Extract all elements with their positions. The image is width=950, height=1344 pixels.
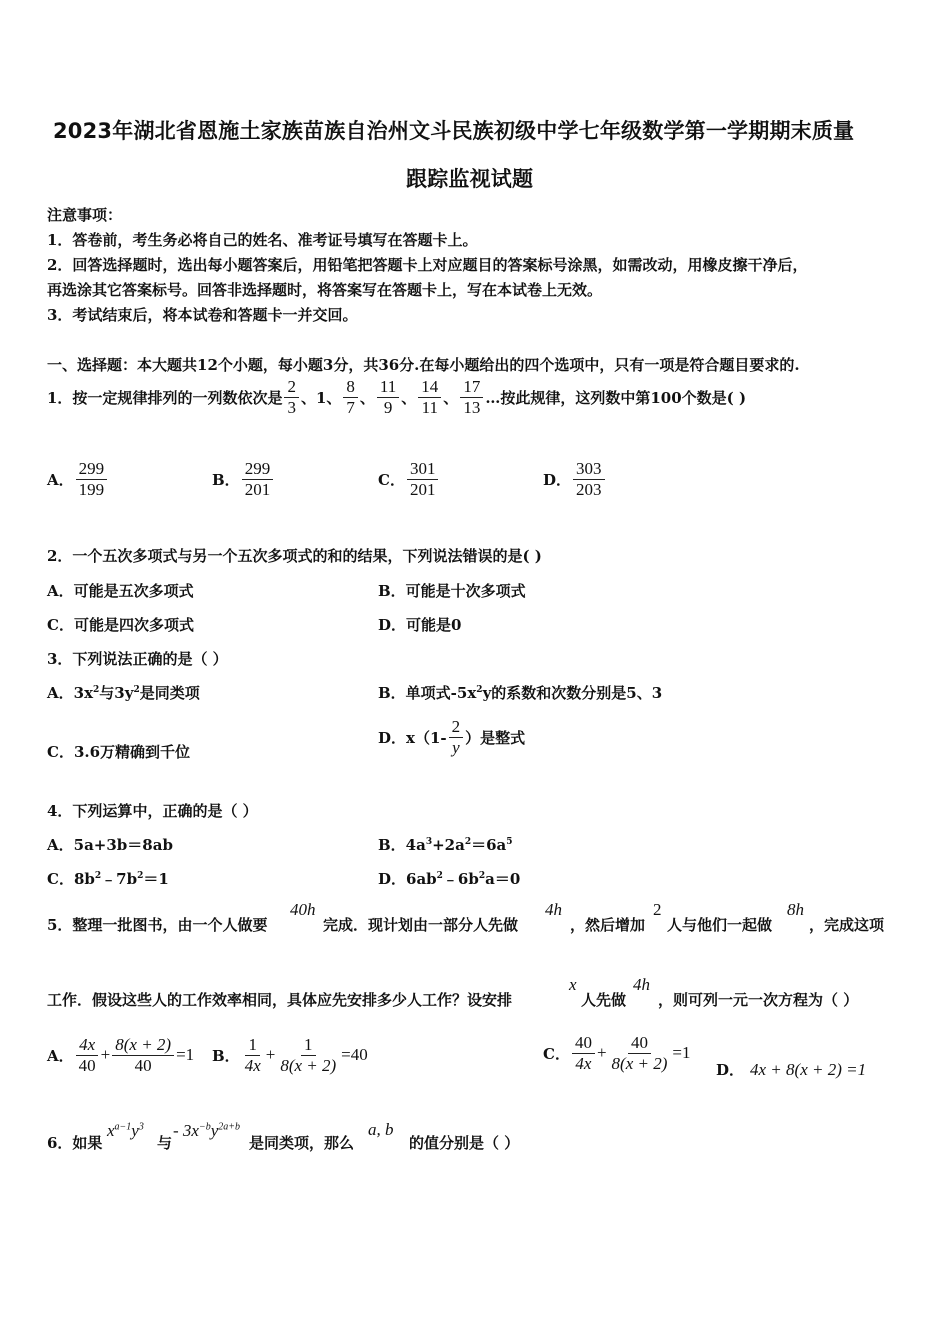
q3-option-a[interactable]: A．$3x^2$与$3y^2$是同类项 <box>47 684 200 702</box>
q1-option-a[interactable]: A． $\frac{299}{199}$ <box>47 460 109 499</box>
q4-option-d[interactable]: D．$6ab^2﹣6b^2a=0$ <box>378 870 521 888</box>
notice-item-1: 1．答卷前，考生务必将自己的姓名、准考证号填写在答题卡上。 <box>47 231 478 249</box>
q3-option-b[interactable]: B．单项式$-5x^2y$的系数和次数分别是5、3 <box>378 684 663 702</box>
q5-math-2: 2 <box>653 900 662 919</box>
q1-term-5: $\frac{17}{13}$ <box>460 378 483 417</box>
q6-expr-2: - $3x^{-b}y^{2a+b}$ <box>173 1121 241 1140</box>
notice-item-3: 3．考试结束后，将本试卷和答题卡一并交回。 <box>47 306 358 324</box>
title-line-1: 2023年湖北省恩施土家族苗族自治州文斗民族初级中学七年级数学第一学期期末质量 <box>53 119 855 143</box>
q5-var-x: x <box>569 975 577 994</box>
q5-text-1: 5．整理一批图书，由一个人做要 <box>47 916 268 934</box>
q4-option-b[interactable]: B．$4a^3+2a^2=6a^5$ <box>378 836 513 854</box>
q1-sep-1: 、1、 <box>300 388 342 407</box>
q1-sep-2: 、 <box>359 388 375 407</box>
title-line-2: 跟踪监视试题 <box>406 167 534 191</box>
q6-vars: a, b <box>368 1120 394 1139</box>
q1-option-b[interactable]: B． $\frac{299}{201}$ <box>212 460 275 499</box>
q5-line2-a: 工作．假设这些人的工作效率相同，具体应先安排多少人工作？设安排 <box>47 991 513 1009</box>
q5-option-a[interactable]: A． $\frac{4x}{40}$ + $\frac{8(x + 2)}{40}$ =1 <box>47 1035 195 1075</box>
q6-text-1: 6．如果 <box>47 1134 103 1152</box>
q6-text-3: 是同类项，那么 <box>249 1134 355 1152</box>
q2-option-b[interactable]: B．可能是十次多项式 <box>378 582 526 600</box>
q3-option-c[interactable]: C．3.6万精确到千位 <box>47 743 191 761</box>
q5-text-2: 完成．现计划由一部分人先做 <box>323 916 519 934</box>
question-4: 4．下列运算中，正确的是（ ） <box>47 802 258 820</box>
q1-term-4: $\frac{14}{11}$ <box>418 378 441 417</box>
q5-line2-b: 人先做 <box>581 991 627 1009</box>
section-heading: 一、选择题：本大题共12个小题，每小题3分，共36分.在每小题给出的四个选项中，只有一项是符合题目要求的. <box>47 356 800 374</box>
q5-var-4h: 4h <box>633 975 650 994</box>
q1-sep-3: 、 <box>401 388 417 407</box>
q1-term-2: $\frac{8}{7}$ <box>343 378 358 417</box>
question-1 <box>47 378 746 417</box>
q5-text-4: 人与他们一起做 <box>667 916 773 934</box>
notice-heading: 注意事项： <box>47 206 123 224</box>
q5-text-5: ，完成这项 <box>809 916 885 934</box>
q3-option-d[interactable]: D．x（1- $\frac{2}{y}$ ）是整式 <box>378 717 526 757</box>
question-2: 2．一个五次多项式与另一个五次多项式的和的结果，下列说法错误的是( ) <box>47 547 542 565</box>
question-3: 3．下列说法正确的是（ ） <box>47 650 228 668</box>
q5-option-d[interactable]: D． 4x + 8(x + 2) =1 <box>716 1059 867 1079</box>
notice-item-2-cont: 再选涂其它答案标号。回答非选择题时，将答案写在答题卡上，写在本试卷上无效。 <box>47 281 603 299</box>
q4-option-c[interactable]: C．$8b^2﹣7b^2=1$ <box>47 870 169 888</box>
q5-option-b[interactable]: B． $\frac{1}{4x}$ + $\frac{1}{8(x + 2)}$ =40 <box>212 1035 368 1075</box>
q2-option-a[interactable]: A．可能是五次多项式 <box>47 582 194 600</box>
q5-text-3: ，然后增加 <box>570 916 646 934</box>
q6-text-4: 的值分别是（ ） <box>409 1134 520 1152</box>
q5-math-4h: 4h <box>545 900 562 919</box>
q2-option-d[interactable]: D．可能是0 <box>378 616 462 634</box>
notice-item-2: 2．回答选择题时，选出每小题答案后，用铅笔把答题卡上对应题目的答案标号涂黑，如需改动，用橡皮擦干净后， <box>47 256 808 274</box>
q5-math-8h: 8h <box>787 900 804 919</box>
q4-option-a[interactable]: A．5a+3b＝8ab <box>47 836 173 854</box>
q6-expr-1: $x^{a-1}y^3$ <box>107 1121 144 1140</box>
q1-term-1: $\frac{2}{3}$ <box>284 378 299 417</box>
q5-math-40h: 40h <box>290 900 316 919</box>
q1-prefix: 1．按一定规律排列的一列数依次是 <box>47 388 283 407</box>
q1-term-3: $\frac{11}{9}$ <box>377 378 399 417</box>
q1-sep-4: 、 <box>443 388 459 407</box>
q5-option-c[interactable]: C． $\frac{40}{4x}$ + $\frac{40}{8(x + 2)}$ =1 <box>543 1033 691 1073</box>
q1-option-d[interactable]: D． $\frac{303}{203}$ <box>543 460 607 499</box>
q6-text-2: 与 <box>157 1134 173 1152</box>
q5-line2-c: ，则可列一元一次方程为（ ） <box>658 991 859 1009</box>
q1-suffix: …按此规律，这列数中第100个数是( ) <box>485 388 747 407</box>
q2-option-c[interactable]: C．可能是四次多项式 <box>47 616 194 634</box>
q1-option-c[interactable]: C． $\frac{301}{201}$ <box>378 460 440 499</box>
